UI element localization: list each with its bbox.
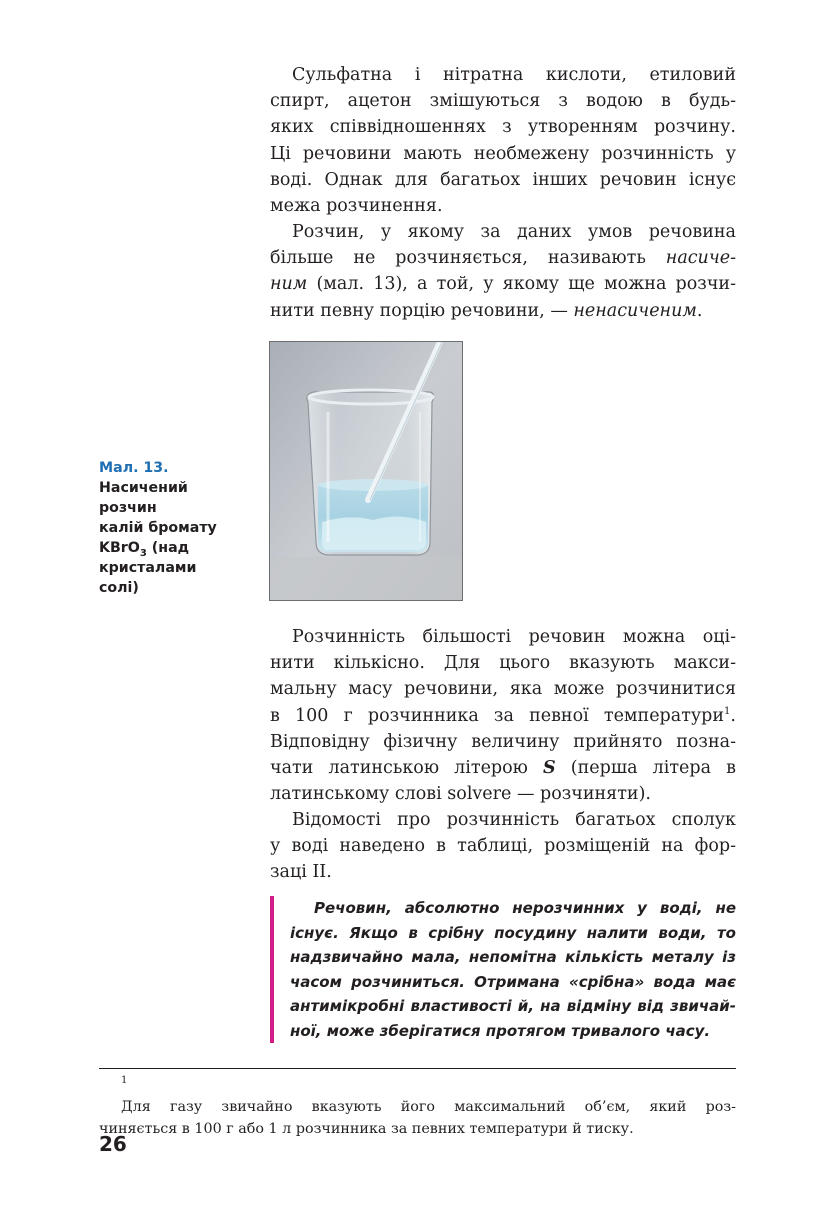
- caption-text: (над: [146, 540, 190, 556]
- info-note: [270, 896, 736, 1043]
- footnote-mark: 1: [121, 1075, 128, 1087]
- paragraph-2: [270, 219, 736, 324]
- caption-line: Насичений: [99, 480, 188, 496]
- text-line: яких співвідношеннях з утворенням розчину.: [270, 117, 736, 138]
- text-line: Ці речовини мають необмежену розчинність у: [270, 143, 736, 164]
- text-segment: (перша літера в: [555, 758, 736, 779]
- text-line: [270, 298, 736, 324]
- caption-formula-line: [99, 538, 259, 558]
- text-line: спирт, ацетон змішуються з водою в будь-: [270, 91, 736, 112]
- note-line: ної, може зберігатися протягом тривалого часу.: [290, 1021, 711, 1040]
- text-line: Відомості про розчинність багатьох сполук: [292, 810, 736, 830]
- text-line: Відповідну фізичну величину прийнято позна-: [270, 731, 736, 752]
- figure-photo-beaker: [269, 341, 463, 601]
- text-line: мальну масу речовини, яка може розчинитися: [270, 679, 736, 700]
- caption-line: кристалами: [99, 560, 197, 576]
- text-line: Сульфатна і нітратна кислоти, етиловий: [292, 65, 736, 85]
- symbol-s: S: [543, 758, 556, 779]
- note-line: антимікробні властивості й, на відміну від звичай-: [290, 997, 736, 1015]
- note-line: Речовин, абсолютно нерозчинних у воді, не: [314, 899, 736, 917]
- figure-caption: [99, 458, 259, 598]
- text-segment: в 100 г розчинника за певної температури: [270, 705, 725, 726]
- text-line: Розчинність більшості речовин можна оці-: [292, 627, 736, 647]
- formula-subscript: 3: [139, 547, 147, 559]
- beaker-illustration: [270, 342, 462, 600]
- text-segment: .: [730, 705, 736, 726]
- text-segment: (мал. 13), а той, у якому ще можна розчи-: [307, 274, 736, 295]
- footnote-line: чиняється в 100 г або 1 л розчинника за певних температури й тиску.: [99, 1121, 634, 1137]
- text-line: [270, 245, 736, 271]
- footnote-line: [99, 1074, 736, 1118]
- paragraph-1: [270, 62, 736, 219]
- formula: KBrO: [99, 540, 140, 556]
- page-number: 26: [99, 1132, 127, 1156]
- text-segment: .: [696, 300, 703, 321]
- text-segment: чати латинською літерою: [270, 758, 544, 779]
- caption-line: розчин: [99, 500, 157, 516]
- note-line: часом розчиниться. Отримана «срібна» вода має: [290, 972, 736, 991]
- text-segment: більше не розчиняється, називають: [270, 248, 666, 269]
- caption-line: солі): [99, 580, 139, 596]
- text-line: у воді наведено в таблиці, розміщеній на фор-: [270, 836, 736, 857]
- text-line: [270, 703, 736, 729]
- text-line: [270, 755, 736, 781]
- text-line: заці ІІ.: [270, 862, 332, 883]
- term-italic: ним: [270, 274, 308, 295]
- text-segment: нити певну порцію речовини, —: [270, 300, 574, 321]
- text-line: воді. Однак для багатьох інших речовин існує: [270, 169, 736, 190]
- paragraph-4: [270, 807, 736, 886]
- footnote-text: Для газу звичайно вказують його максимальний об’єм, який роз-: [121, 1099, 736, 1115]
- footnote-divider: [99, 1068, 736, 1069]
- figure-label: Мал. 13.: [99, 460, 169, 476]
- footnote: [99, 1074, 736, 1140]
- text-line: [270, 271, 736, 297]
- text-line: Розчин, у якому за даних умов речовина: [292, 222, 736, 242]
- footnote-ref: 1: [724, 705, 731, 717]
- text-line: межа розчинення.: [270, 196, 443, 217]
- term-italic: ненасиченим: [573, 300, 697, 321]
- term-italic: насиче-: [665, 248, 736, 269]
- note-line: надзвичайно мала, непомітна кількість металу із: [290, 948, 736, 966]
- text-line: нити кількісно. Для цього вказують макси-: [270, 653, 736, 674]
- paragraph-3: [270, 624, 736, 807]
- caption-line: калій бромату: [99, 520, 217, 536]
- note-line: існує. Якщо в срібну посудину налити води, то: [290, 923, 736, 942]
- text-line: латинському слові solvere — розчиняти).: [270, 784, 651, 805]
